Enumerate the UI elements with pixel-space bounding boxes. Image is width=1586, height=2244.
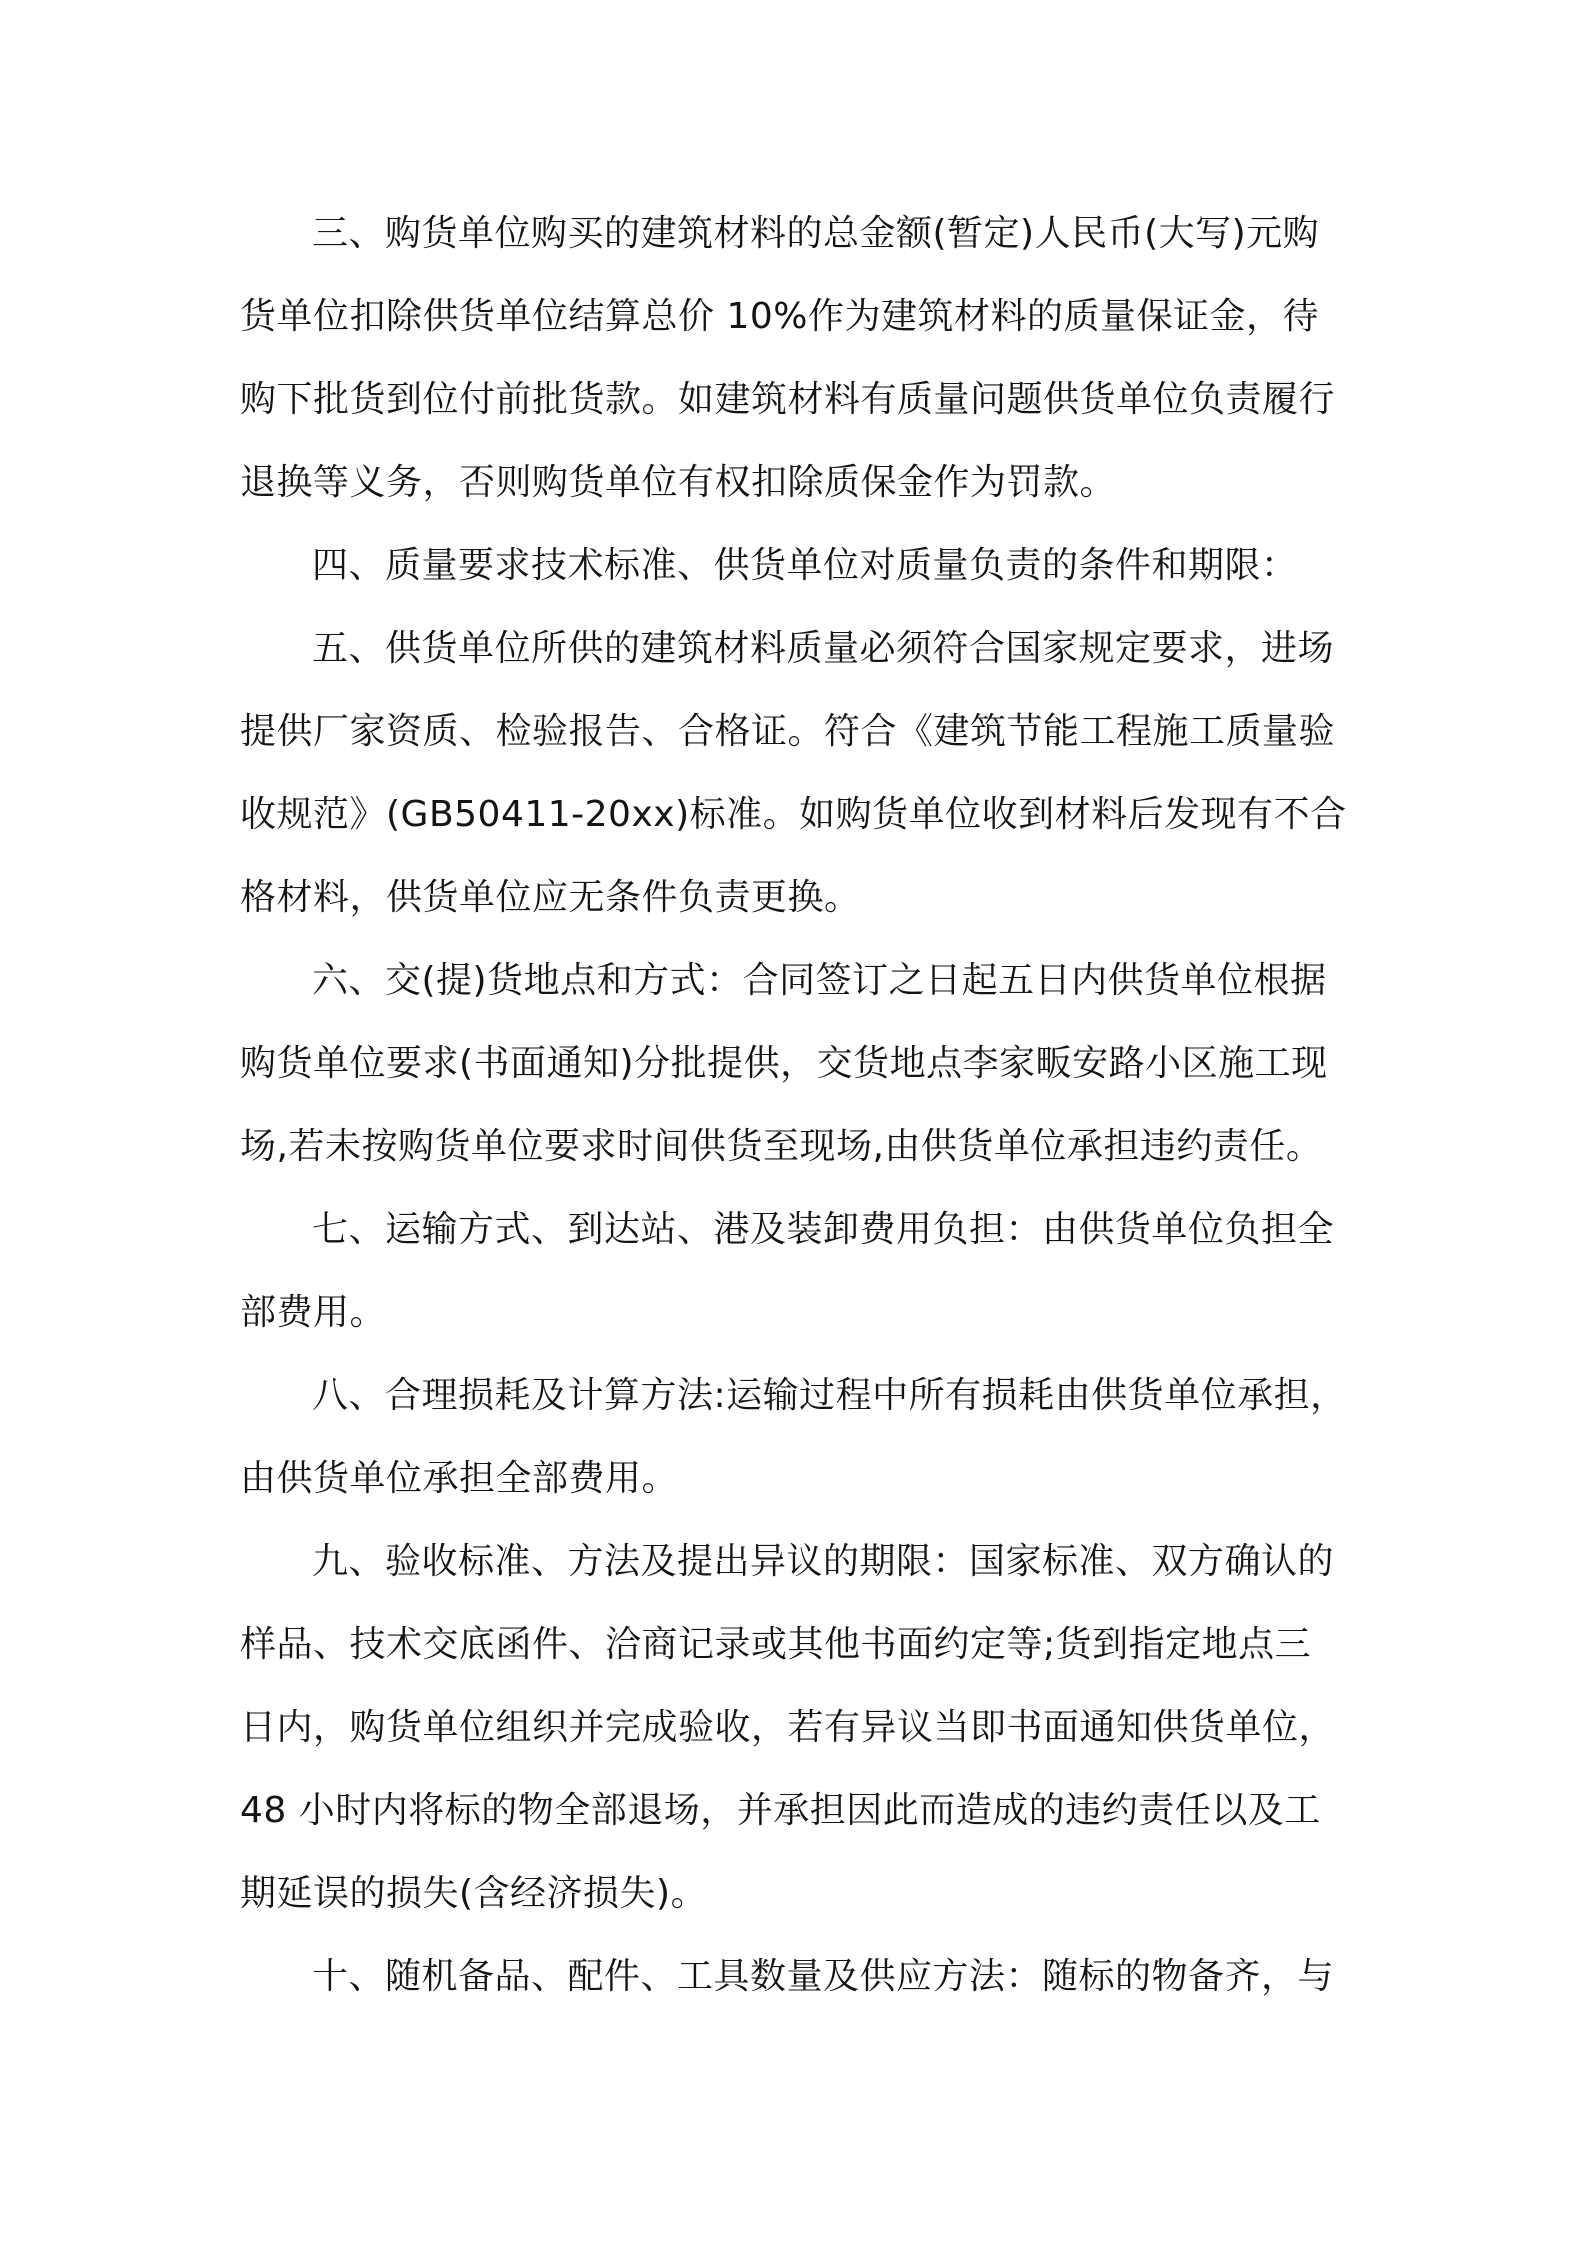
text-line: 场,若未按购货单位要求时间供货至现场,由供货单位承担违约责任。 — [240, 1126, 1323, 1167]
text-line: 六、交(提)货地点和方式：合同签订之日起五日内供货单位根据 — [312, 960, 1327, 1001]
text-line: 退换等义务，否则购货单位有权扣除质保金作为罚款。 — [240, 462, 1117, 503]
text-line: 期延误的损失(含经济损失)。 — [240, 1873, 708, 1914]
text-line: 部费用。 — [240, 1292, 387, 1333]
clause-3-paragraph — [240, 192, 1355, 524]
text-line: 日内，购货单位组织并完成验收，若有异议当即书面通知供货单位， — [240, 1707, 1336, 1748]
text-line: 十、随机备品、配件、工具数量及供应方法：随标的物备齐，与 — [312, 1956, 1335, 1997]
clause-8-paragraph — [240, 1354, 1355, 1520]
clause-4-paragraph — [240, 524, 1355, 607]
clause-7-paragraph — [240, 1188, 1355, 1354]
clause-6-paragraph — [240, 939, 1355, 1188]
clause-10-paragraph — [240, 1935, 1355, 2018]
text-line: 五、供货单位所供的建筑材料质量必须符合国家规定要求，进场 — [312, 628, 1335, 669]
text-line: 货单位扣除供货单位结算总价 10%作为建筑材料的质量保证金，待 — [240, 296, 1319, 337]
text-line: 九、验收标准、方法及提出异议的期限：国家标准、双方确认的 — [312, 1541, 1335, 1582]
text-line: 格材料，供货单位应无条件负责更换。 — [240, 877, 861, 918]
text-line: 样品、技术交底函件、洽商记录或其他书面约定等;货到指定地点三 — [240, 1624, 1312, 1665]
document-body — [240, 192, 1355, 2018]
clause-5-paragraph — [240, 607, 1355, 939]
text-line: 提供厂家资质、检验报告、合格证。符合《建筑节能工程施工质量验 — [240, 711, 1336, 752]
text-line: 购货单位要求(书面通知)分批提供，交货地点李家畈安路小区施工现 — [240, 1043, 1328, 1084]
text-line: 48 小时内将标的物全部退场，并承担因此而造成的违约责任以及工 — [240, 1790, 1321, 1831]
text-line: 由供货单位承担全部费用。 — [240, 1458, 679, 1499]
text-line: 收规范》(GB50411-20xx)标准。如购货单位收到材料后发现有不合 — [240, 794, 1347, 835]
text-line: 七、运输方式、到达站、港及装卸费用负担：由供货单位负担全 — [312, 1209, 1335, 1250]
text-line: 八、合理损耗及计算方法:运输过程中所有损耗由供货单位承担， — [312, 1375, 1347, 1416]
text-line: 四、质量要求技术标准、供货单位对质量负责的条件和期限： — [312, 545, 1298, 586]
clause-9-paragraph — [240, 1520, 1355, 1935]
text-line: 购下批货到位付前批货款。如建筑材料有质量问题供货单位负责履行 — [240, 379, 1336, 420]
text-line: 三、购货单位购买的建筑材料的总金额(暂定)人民币(大写)元购 — [312, 213, 1320, 254]
